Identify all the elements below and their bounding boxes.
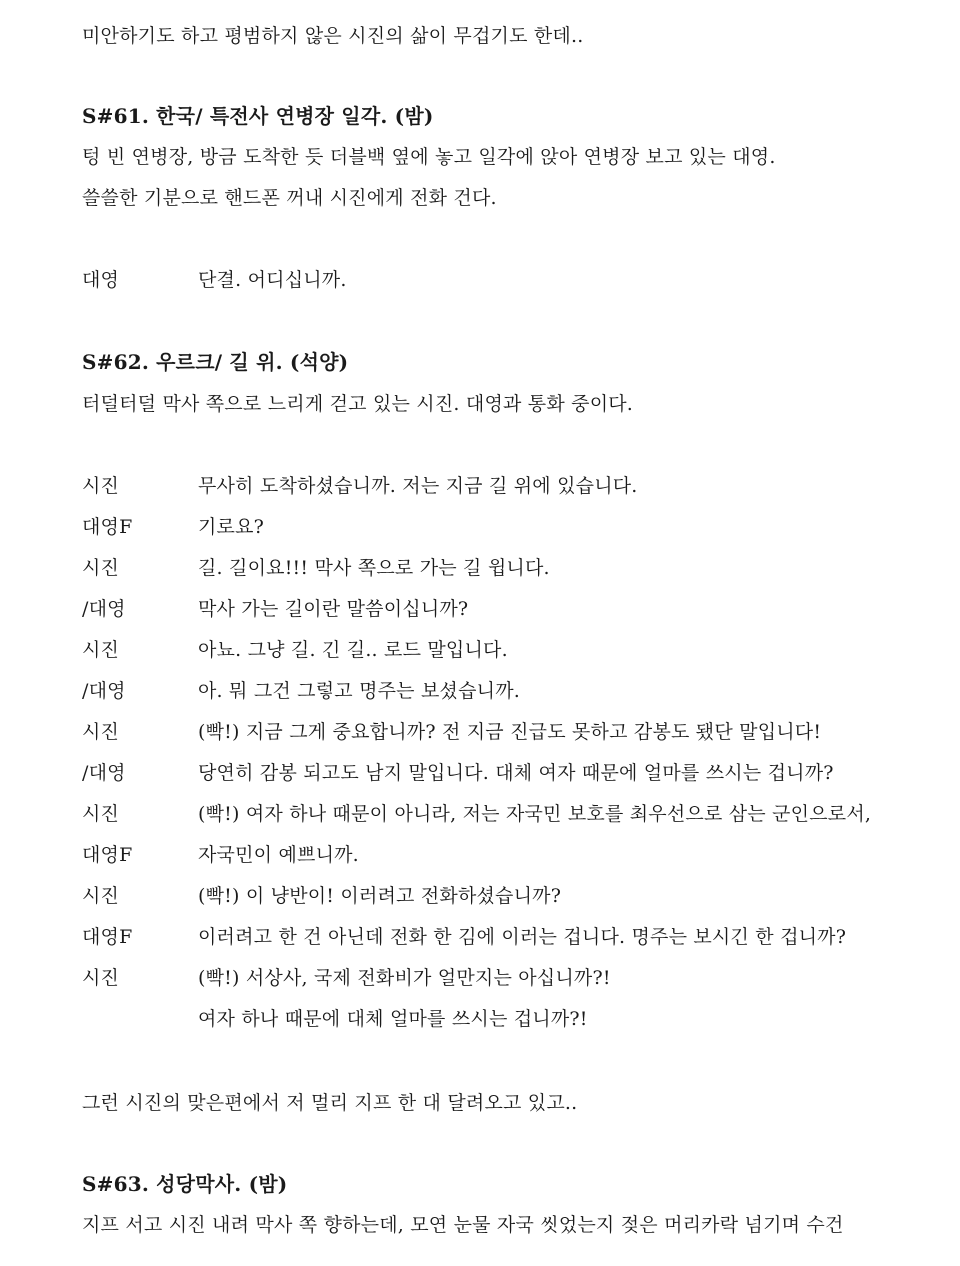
dialogue-text: 아. 뭐 그건 그렇고 명주는 보셨습니까. xyxy=(198,680,520,702)
dialogue-text: 아뇨. 그냥 길. 긴 길.. 로드 말입니다. xyxy=(198,639,508,661)
dialogue-row xyxy=(82,1007,930,1031)
speaker-name: 시진 xyxy=(82,721,120,743)
speaker-name: 대영F xyxy=(82,516,133,538)
scene-62-closing-action: 그런 시진의 맞은편에서 저 멀리 지프 한 대 달려오고 있고.. xyxy=(82,1092,578,1114)
scene-63-heading: S#63. 성당막사. (밤) xyxy=(82,1172,288,1196)
dialogue-row xyxy=(82,802,930,826)
dialogue-text: (빡!) 서상사, 국제 전화비가 얼만지는 아십니까?! xyxy=(198,967,611,989)
speaker-name: 시진 xyxy=(82,803,120,825)
intro-line: 미안하기도 하고 평범하지 않은 시진의 삶이 무겁기도 한데.. xyxy=(82,25,584,47)
dialogue-row xyxy=(82,720,930,744)
dialogue-text: 이러려고 한 건 아닌데 전화 한 김에 이러는 겁니다. 명주는 보시긴 한 겁니까? xyxy=(198,926,847,948)
dialogue-text: 단결. 어디십니까. xyxy=(198,269,347,291)
speaker-name: 시진 xyxy=(82,475,120,497)
speaker-name: 대영 xyxy=(82,269,120,291)
speaker-name: 시진 xyxy=(82,639,120,661)
speaker-name: 대영F xyxy=(82,926,133,948)
dialogue-row xyxy=(82,638,930,662)
dialogue-row xyxy=(82,474,930,498)
speaker-name: 시진 xyxy=(82,557,120,579)
dialogue-text: (빡!) 여자 하나 때문이 아니라, 저는 자국민 보호를 최우선으로 삼는 군인으로서, xyxy=(198,803,872,825)
speaker-name: /대영 xyxy=(82,680,126,702)
scene-62-action-1: 터덜터덜 막사 쪽으로 느리게 걷고 있는 시진. 대영과 통화 중이다. xyxy=(82,393,634,415)
dialogue-row xyxy=(82,556,930,580)
dialogue-text: 여자 하나 때문에 대체 얼마를 쓰시는 겁니까?! xyxy=(198,1008,588,1030)
dialogue-row xyxy=(82,268,930,292)
scene-61-heading: S#61. 한국/ 특전사 연병장 일각. (밤) xyxy=(82,104,434,128)
scene-62-heading: S#62. 우르크/ 길 위. (석양) xyxy=(82,350,349,374)
dialogue-row xyxy=(82,843,930,867)
dialogue-text: (빡!) 지금 그게 중요합니까? 전 지금 진급도 못하고 감봉도 됐단 말입니다! xyxy=(198,721,822,743)
scene-61-action-2: 쓸쓸한 기분으로 핸드폰 꺼내 시진에게 전화 건다. xyxy=(82,187,497,209)
dialogue-row xyxy=(82,925,930,949)
dialogue-text: 기로요? xyxy=(198,516,265,538)
dialogue-text: 당연히 감봉 되고도 남지 말입니다. 대체 여자 때문에 얼마를 쓰시는 겁니까? xyxy=(198,762,834,784)
scene-61-action-1: 텅 빈 연병장, 방금 도착한 듯 더블백 옆에 놓고 일각에 앉아 연병장 보고 있는 대영. xyxy=(82,146,776,168)
dialogue-text: (빡!) 이 냥반이! 이러려고 전화하셨습니까? xyxy=(198,885,562,907)
dialogue-row xyxy=(82,597,930,621)
scene-63-action-1: 지프 서고 시진 내려 막사 쪽 향하는데, 모연 눈물 자국 씻었는지 젖은 머리카락 넘기며 수건 xyxy=(82,1214,844,1236)
dialogue-text: 막사 가는 길이란 말씀이십니까? xyxy=(198,598,469,620)
dialogue-row xyxy=(82,761,930,785)
speaker-name: /대영 xyxy=(82,598,126,620)
speaker-name: 시진 xyxy=(82,885,120,907)
speaker-name: /대영 xyxy=(82,762,126,784)
dialogue-row xyxy=(82,884,930,908)
dialogue-text: 길. 길이요!!! 막사 쪽으로 가는 길 윕니다. xyxy=(198,557,550,579)
dialogue-text: 무사히 도착하셨습니까. 저는 지금 길 위에 있습니다. xyxy=(198,475,638,497)
dialogue-row xyxy=(82,679,930,703)
speaker-name: 시진 xyxy=(82,967,120,989)
speaker-name: 대영F xyxy=(82,844,133,866)
dialogue-text: 자국민이 예쁘니까. xyxy=(198,844,359,866)
dialogue-row xyxy=(82,966,930,990)
dialogue-row xyxy=(82,515,930,539)
